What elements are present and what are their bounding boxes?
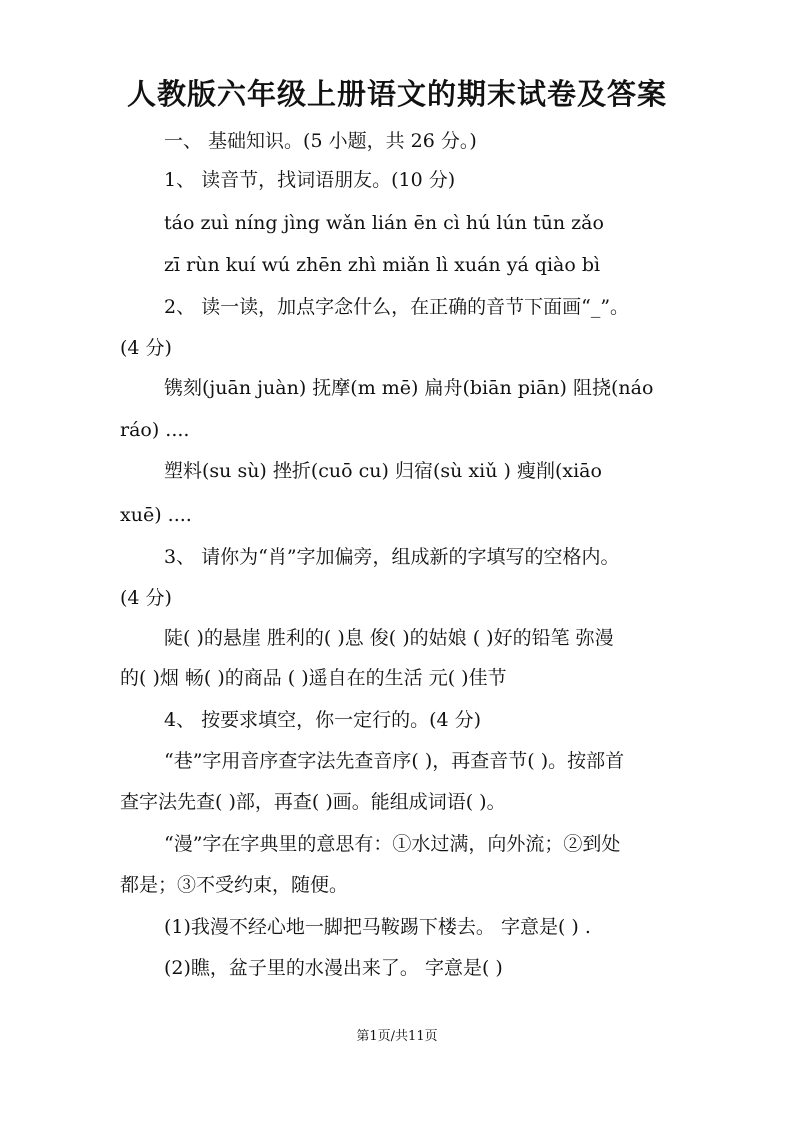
- question-4-text-2-cont: 都是；③不受约束，随便。: [120, 874, 349, 896]
- question-3-row-1: 陡( )的悬崖 胜利的( )息 俊( )的姑娘 ( )好的铅笔 弥漫: [164, 627, 614, 649]
- question-3-heading: 3、 请你为“肖”字加偏旁，组成新的字填写的空格内。: [164, 546, 620, 568]
- question-3-row-2: 的( )烟 畅( )的商品 ( )遥自在的生活 元( )佳节: [120, 667, 507, 689]
- question-2-row-2: 塑料(su sù) 挫折(cuō cu) 归宿(sù xiǔ ) 瘦削(xiāo: [164, 460, 602, 482]
- question-4-text-1: “巷”字用音序查字法先查音序( )，再查音节( )。按部首: [164, 750, 625, 772]
- question-2-row-1: 镌刻(juān juàn) 抚摩(m mē) 扁舟(biān piān) 阻挠(náo: [164, 377, 654, 399]
- question-2-heading: 2、 读一读，加点字念什么，在正确的音节下面画“_”。: [164, 296, 630, 318]
- pinyin-line-2: zī rùn kuí wú zhēn zhì miǎn lì xuán yá qiào bì: [164, 254, 601, 276]
- question-2-score: (4 分): [120, 337, 172, 359]
- question-2-row-2-cont: xuē) ....: [120, 504, 192, 526]
- question-4-sub-1: (1)我漫不经心地一脚把马鞍踢下楼去。 字意是( ) .: [164, 916, 591, 938]
- question-4-sub-2: (2)瞧，盆子里的水漫出来了。 字意是( ): [164, 957, 503, 979]
- page-number: 第1页/共11页: [356, 1029, 438, 1044]
- question-4-text-2: “漫”字在字典里的意思有：①水过满，向外流；②到处: [164, 833, 621, 855]
- question-4-text-1-cont: 查字法先查( )部，再查( )画。能组成词语( )。: [120, 791, 506, 813]
- section-heading: 一、 基础知识。(5 小题，共 26 分。): [164, 130, 477, 152]
- question-4-heading: 4、 按要求填空，你一定行的。(4 分): [164, 709, 482, 731]
- question-3-score: (4 分): [120, 587, 172, 609]
- pinyin-line-1: táo zuì níng jìng wǎn lián ēn cì hú lún tūn zǎo: [164, 212, 604, 234]
- question-1-heading: 1、 读音节，找词语朋友。(10 分): [164, 169, 456, 191]
- question-2-row-1-cont: ráo) ....: [120, 419, 190, 441]
- document-title: 人教版六年级上册语文的期末试卷及答案: [126, 77, 667, 111]
